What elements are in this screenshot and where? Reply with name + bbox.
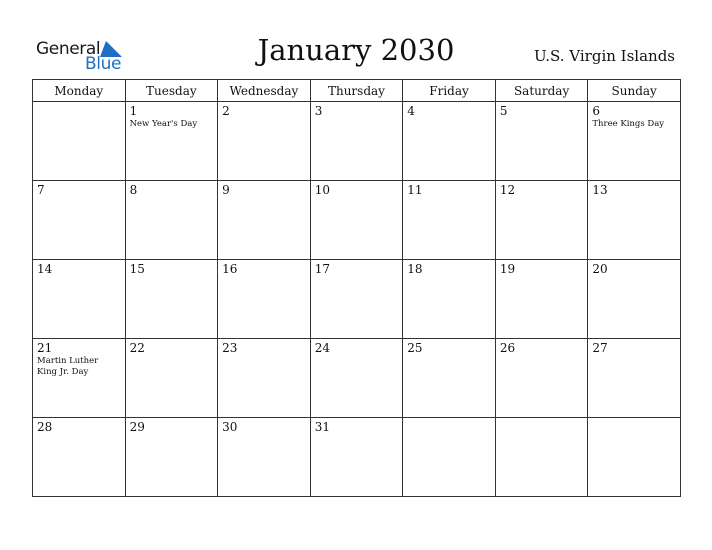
day-number: 8: [129, 183, 138, 197]
day-cell: [310, 102, 403, 181]
day-number: 12: [499, 183, 516, 197]
day-cell: [218, 418, 311, 497]
empty-day-cell: [403, 418, 496, 497]
day-cell: [588, 102, 681, 181]
day-number: 27: [592, 341, 608, 355]
day-cell: [310, 260, 403, 339]
day-number: 1: [129, 104, 138, 118]
weekday-header: Saturday: [495, 80, 588, 102]
day-number: 30: [222, 420, 238, 434]
day-number: 31: [314, 420, 330, 434]
day-number: 26: [499, 341, 516, 355]
day-number: 23: [222, 341, 238, 355]
weekday-header: Sunday: [588, 80, 681, 102]
week-row: [33, 102, 681, 181]
weekday-header: Tuesday: [125, 80, 218, 102]
day-cell: [495, 102, 588, 181]
logo-text-blue: Blue: [85, 54, 122, 74]
day-number: 3: [314, 104, 323, 118]
day-number: 13: [592, 183, 608, 197]
day-cell: [495, 181, 588, 260]
day-cell: [218, 102, 311, 181]
day-number: 9: [222, 183, 230, 197]
day-cell: [125, 418, 218, 497]
day-cell: [125, 102, 218, 181]
day-cell: [310, 339, 403, 418]
empty-day-cell: [33, 102, 126, 181]
day-number: 10: [314, 183, 330, 197]
day-number: 4: [407, 104, 415, 118]
day-cell: [33, 181, 126, 260]
week-row: [33, 418, 681, 497]
day-cell: [218, 181, 311, 260]
day-number: 21: [37, 341, 53, 355]
day-number: 15: [129, 262, 145, 276]
day-number: 28: [37, 420, 53, 434]
day-cell: [125, 339, 218, 418]
day-number: 20: [592, 262, 608, 276]
day-cell: [33, 418, 126, 497]
empty-day-cell: [588, 418, 681, 497]
weekday-header-row: [33, 80, 681, 102]
weekday-header: Monday: [33, 80, 126, 102]
week-row: [33, 260, 681, 339]
day-number: 2: [222, 104, 230, 118]
day-cell: [125, 260, 218, 339]
weekday-header: Wednesday: [218, 80, 311, 102]
day-cell: [33, 260, 126, 339]
day-cell: [403, 339, 496, 418]
day-cell: [588, 339, 681, 418]
day-number: 14: [37, 262, 53, 276]
day-number: 24: [314, 341, 330, 355]
day-cell: [125, 181, 218, 260]
day-number: 22: [129, 341, 145, 355]
day-number: 5: [499, 104, 508, 118]
day-number: 16: [222, 262, 238, 276]
day-cell: [310, 418, 403, 497]
day-cell: [218, 339, 311, 418]
empty-day-cell: [495, 418, 588, 497]
day-number: 11: [407, 183, 423, 197]
calendar-grid: [32, 79, 681, 497]
holiday-label: Three Kings Day: [592, 119, 665, 129]
week-row: [33, 181, 681, 260]
day-cell: [310, 181, 403, 260]
calendar-title: January 2030: [257, 33, 455, 67]
day-cell: [33, 339, 126, 418]
logo-text-general: General: [36, 39, 101, 59]
weekday-header: Friday: [403, 80, 496, 102]
day-cell: [588, 181, 681, 260]
day-cell: [218, 260, 311, 339]
day-number: 25: [407, 341, 423, 355]
day-cell: [588, 260, 681, 339]
holiday-label: Martin Luther King Jr. Day: [37, 356, 99, 377]
day-cell: [403, 181, 496, 260]
calendar-region: U.S. Virgin Islands: [534, 47, 675, 65]
week-row: [33, 339, 681, 418]
day-number: 19: [499, 262, 516, 276]
day-number: 7: [37, 183, 45, 197]
day-number: 17: [314, 262, 330, 276]
day-number: 18: [407, 262, 423, 276]
weekday-header: Thursday: [310, 80, 403, 102]
day-number: 6: [592, 104, 601, 118]
day-cell: [495, 260, 588, 339]
day-cell: [403, 102, 496, 181]
day-cell: [495, 339, 588, 418]
holiday-label: New Year's Day: [129, 119, 198, 129]
day-number: 29: [129, 420, 145, 434]
day-cell: [403, 260, 496, 339]
